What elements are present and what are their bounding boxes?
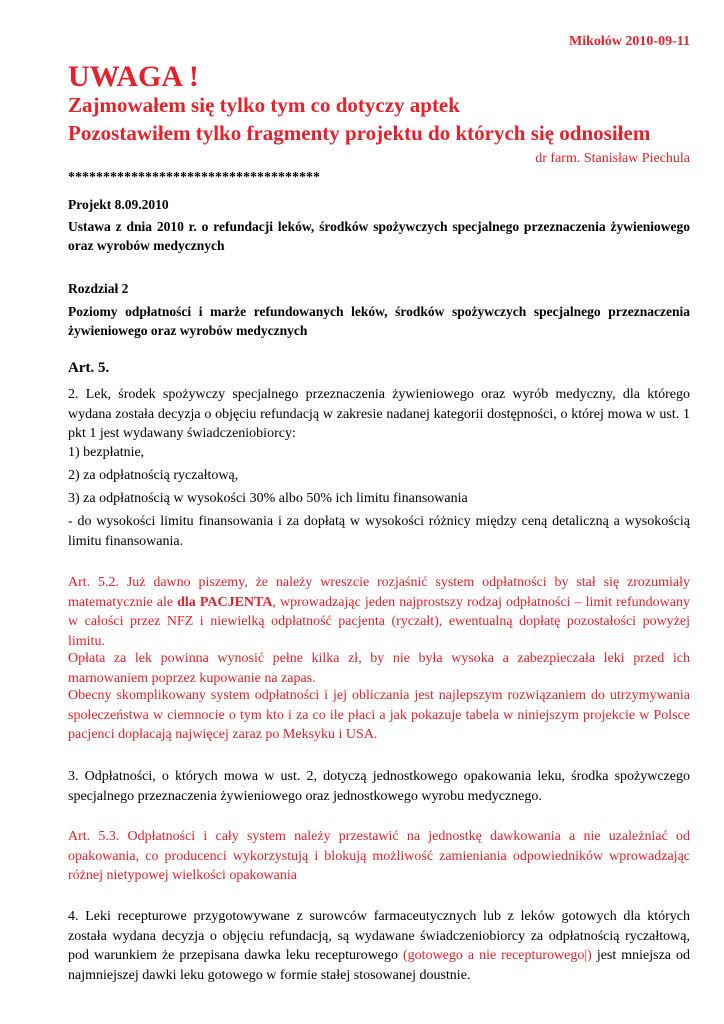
article-paragraph-3: 3. Odpłatności, o których mowa w ust. 2, dotyczą jednostkowego opakowania leku, środka spożywczego specjalnego przeznaczenia żywieniowego oraz jednostkowego wyrobu medycznego. (68, 769, 690, 804)
comment-paragraph-3: Obecny skomplikowany system odpłatności i jej obliczania jest najlepszym rozwiązaniem do utrzymywania społeczeństwa w ciemnocie o tym kto i za co ile płaci a jak pokazuje tabela w niniejszym projekcie w Polsce pacjenci dopłacają najwięcej zaraz po Meksyku i USA. (68, 688, 690, 742)
project-label: Projekt 8.09.2010 (68, 197, 169, 212)
note-heading-1: Zajmowałem się tylko tym co dotyczy aptek (68, 93, 460, 117)
list-item-3: 3) za odpłatnością w wysokości 30% albo 50% ich limitu finansowania (68, 491, 468, 506)
article-paragraph-4 (68, 907, 690, 985)
comment-art-5-3: Art. 5.3. Odpłatności i cały system należy przestawić na jednostkę dawkowania a nie uzależniać od opakowania, co producenci wykorzystują i blokują możliwość zamieniania odpowiedników wprowadzając różnej nietypowej wielkości opakowania (68, 829, 690, 883)
comment-art-5-2 (68, 573, 690, 651)
list-item-2: 2) za odpłatnością ryczałtową, (68, 468, 239, 483)
article-paragraph-2: 2. Lek, środek spożywczy specjalnego przeznaczenia żywieniowego oraz wyrób medyczny, dla którego wydana została decyzja o objęciu refundacją w zakresie nadanej kategorii dostępności, o której mowa w ust. 1 pkt 1 jest wydawany świadczeniobiorcy: (68, 387, 690, 441)
document-date: Mikołów 2010-09-11 (569, 34, 690, 49)
article-label: Art. 5. (68, 360, 110, 376)
note-heading-2: Pozostawiłem tylko fragmenty projektu do których się odnosiłem (68, 121, 651, 145)
paragraph-red-note: (gotowego a nie recepturowego|) (403, 948, 592, 963)
list-item-4: - do wysokości limitu finansowania i za dopłatą w wysokości różnicy między ceną detaliczną a wysokością limitu finansowania. (68, 514, 690, 549)
comment-emphasis: dla PACJENTA (177, 594, 273, 610)
paragraph-text: 4. Leki recepturowe przygotowywane z surowców farmaceutycznych lub z leków gotowych dla których została wydana decyzja o objęciu refundacją, są wydawane świadczeniobiorcy za odpłatnością ryczałtową, pod warunkiem że przepisana dawka leku recepturowego (68, 909, 690, 963)
paragraph-text: jest mniejsza od najmniejszej dawki leku gotowego w formie stałej stosowanej doustnie. (68, 948, 690, 983)
comment-text: , wprowadzając jeden najprostszy rodzaj odpłatności – limit refundowany w całości przez NFZ i niewielką odpłatność pacjenta (ryczałt), ewentualną dopłatę pozostałości powyżej limitu. (68, 594, 690, 649)
chapter-title: Poziomy odpłatności i marże refundowanych leków, środków spożywczych specjalnego przeznaczenia żywieniowego oraz wyrobów medycznych (68, 304, 690, 338)
warning-heading: UWAGA ! (68, 60, 199, 93)
comment-paragraph-2: Opłata za lek powinna wynosić pełne kilka zł, by nie była wysoka a zabezpieczała leki przed ich marnowaniem poprzez kupowanie na zapas. (68, 651, 690, 686)
comment-text: Art. 5.2. Już dawno piszemy, że należy wreszcie rozjaśnić system odpłatności by stał się zrozumiały matematycznie ale (68, 575, 690, 610)
project-title: Ustawa z dnia 2010 r. o refundacji leków, środków spożywczych specjalnego przeznaczenia żywieniowego oraz wyrobów medycznych (68, 219, 690, 253)
chapter-label: Rozdział 2 (68, 281, 129, 296)
separator-stars: ************************************ (68, 170, 320, 185)
list-item-1: 1) bezpłatnie, (68, 445, 145, 460)
author-signature: dr farm. Stanisław Piechula (535, 151, 690, 166)
